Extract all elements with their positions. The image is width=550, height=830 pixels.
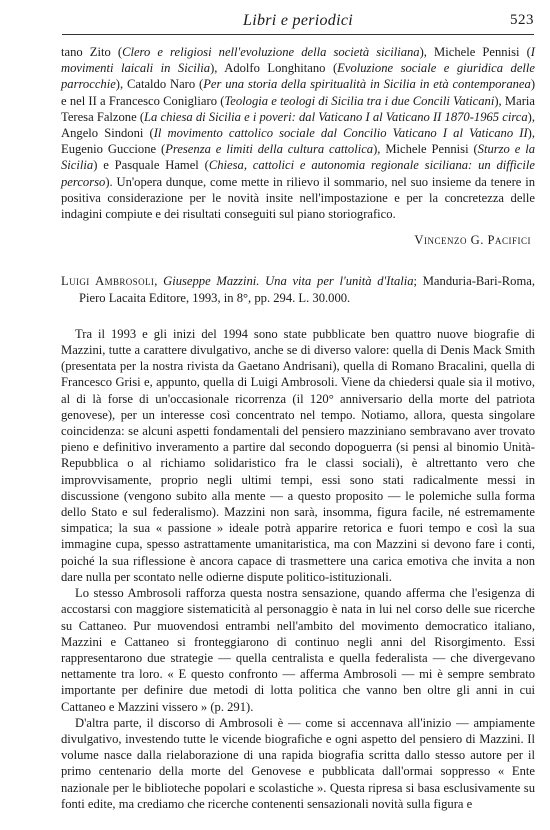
spacer [61,306,535,326]
book-title: Teologia e teologi di Sicilia tra i due Concili Vaticani [224,93,495,108]
book-title: Evoluzione sociale e giuridica delle parrocchie [61,61,535,92]
running-title: Libri e periodici [243,12,353,29]
book-title: I movimenti laicali in Sicilia [61,45,535,76]
review-heading: Luigi Ambrosoli, Giuseppe Mazzini. Una vita per l'unità d'Italia; Manduria-Bari-Roma, Piero Lacaita Editore, 1993, in 8°, pp. 294. L. 30.000. [61,274,535,305]
book-title: La chiesa di Sicilia e i poveri: dal Vaticano I al Vaticano II 1870-1965 circa [144,109,528,124]
review-author: Luigi Ambrosoli [61,274,155,289]
review-paragraph: D'altra parte, il discorso di Ambrosoli è — come si accennava all'inizio — ampiamente divulgativo, investendo tutte le vicende biografiche e ogni aspetto del pensiero di Mazzini. Il volume nasce dalla rielaborazione di una rapida biografia scritta dallo stesso autore per il primo centenario della morte del Genovese e pubblicata dall'ormai soppresso « Ente nazionale per le biblioteche popolari e scolastiche ». Questa ripresa si basa esclusivamente su fonti edite, ma crediamo che ricerche contenenti sensazionali novità sulla figura e [61,715,535,811]
review-publication-info: ; Manduria-Bari-Roma, Piero Lacaita Editore, 1993, in 8°, pp. 294. L. 30.000. [79,274,535,305]
review-book-title: Giuseppe Mazzini. Una vita per l'unità d'Italia [163,274,414,289]
book-title: Presenza e limiti della cultura cattolica [165,142,374,157]
review-paragraph: Lo stesso Ambrosoli rafforza questa nostra sensazione, quando afferma che l'esigenza di accostarsi con maggiore sistematicità al personaggio è nata in lui nel corso delle sue ricerche su Cattaneo. Pur muovendosi entrambi nell'ambito del movimento democratico italiano, Mazzini e Cattaneo si fronteggiarono di continuo negli anni del Risorgimento. Essi rappresentarono due strategie — quella centralista e quella federalista — che divergevano nettamente tra loro. « E questo confronto — afferma Ambrosoli — mi è sempre sembrato importante per definire due metodi di lotta politica che vanno ben oltre gli anni in cui Cattaneo e Mazzini vissero » (p. 291). [61,586,535,714]
continued-review-paragraph: tano Zito (Clero e religiosi nell'evoluzione della società siciliana), Michele Pennisi (I movimenti laicali in Sicilia), Adolfo Longhitano (Evoluzione sociale e giuridica delle parrocchie), Cataldo Naro (Per una storia della spiritualità in Sicilia in età contemporanea) e nel II a Francesco Conigliaro (Teologia e teologi di Sicilia tra i due Concili Vaticani), Maria Teresa Falzone (La chiesa di Sicilia e i poveri: dal Vaticano I al Vaticano II 1870-1965 circa), Angelo Sindoni (Il movimento cattolico sociale dal Concilio Vaticano I al Vaticano II), Eugenio Guccione (Presenza e limiti della cultura cattolica), Michele Pennisi (Sturzo e la Sicilia) e Pasquale Hamel (Chiesa, cattolici e autonomia regionale siciliana: un difficile percorso). Un'opera dunque, come mette in rilievo il sommario, nel suo insieme da tenere in positiva considerazione per le novità insite nell'impostazione e per la concretezza delle indagini compiute e dei risultati conseguiti sul piano storiografico. [61,45,536,222]
page-body [61,44,535,812]
book-title: Clero e religiosi nell'evoluzione della società siciliana [122,45,420,59]
book-title: Chiesa, cattolici e autonomia regionale siciliana: un difficile percorso [61,158,535,189]
page-header [62,8,534,35]
review-paragraph: Tra il 1993 e gli inizi del 1994 sono state pubblicate ben quattro nuove biografie di Mazzini, tutte a carattere divulgativo, anche se di diverso valore: quella di Denis Mack Smith (presentata per la nostra rivista da Gaetano Andrisani), quella di Romano Bracalini, quella di Francesco Grisi e, appunto, quella di Luigi Ambrosoli. Viene da chiedersi quale sia il motivo, al di là forse di un'occasionale ricorrenza (il 120° anniversario della morte del patriota genovese), per un interesse così concentrato nel tempo. Notiamo, allora, questa singolare coincidenza: se alcuni aspetti fondamentali del pensiero mazziniano sembravano aver trovato pieno e definitivo inveramento a partire dal secondo dopoguerra (si pensi al binomio Unità-Repubblica o al richiamo solidaristico fra le classi sociali), è altrettanto vero che improvvisamente, proprio negli ultimi tempi, essi sono stati radicalmente messi in discussione (vengono subito alla mente — a questo proposito — le polemiche sulla forma dello Stato e sul federalismo). Mazzini non sarà, insomma, figura facile, né estremamente simpatica; la sua « passione » ideale potrà apparire retorica e fuori tempo e così la sua immagine cupa, spesso astrattamente umanitaristica, ma con Mazzini si devono fare i conti, poiché la sua riflessione è ancora capace di trasmettere una carica emotiva che invita a non dare nulla per scontato nelle odierne dispute politico-istituzionali. [61,326,535,584]
book-title: Il movimento cattolico sociale dal Concilio Vaticano I al Vaticano II [153,126,528,141]
page-number: 523 [510,12,534,28]
book-title: Sturzo e la Sicilia [61,142,535,173]
reviewer-signature: Vincenzo G. Pacifici [414,233,531,248]
book-title: Per una storia della spiritualità in Sicilia in età contemporanea [203,77,531,92]
